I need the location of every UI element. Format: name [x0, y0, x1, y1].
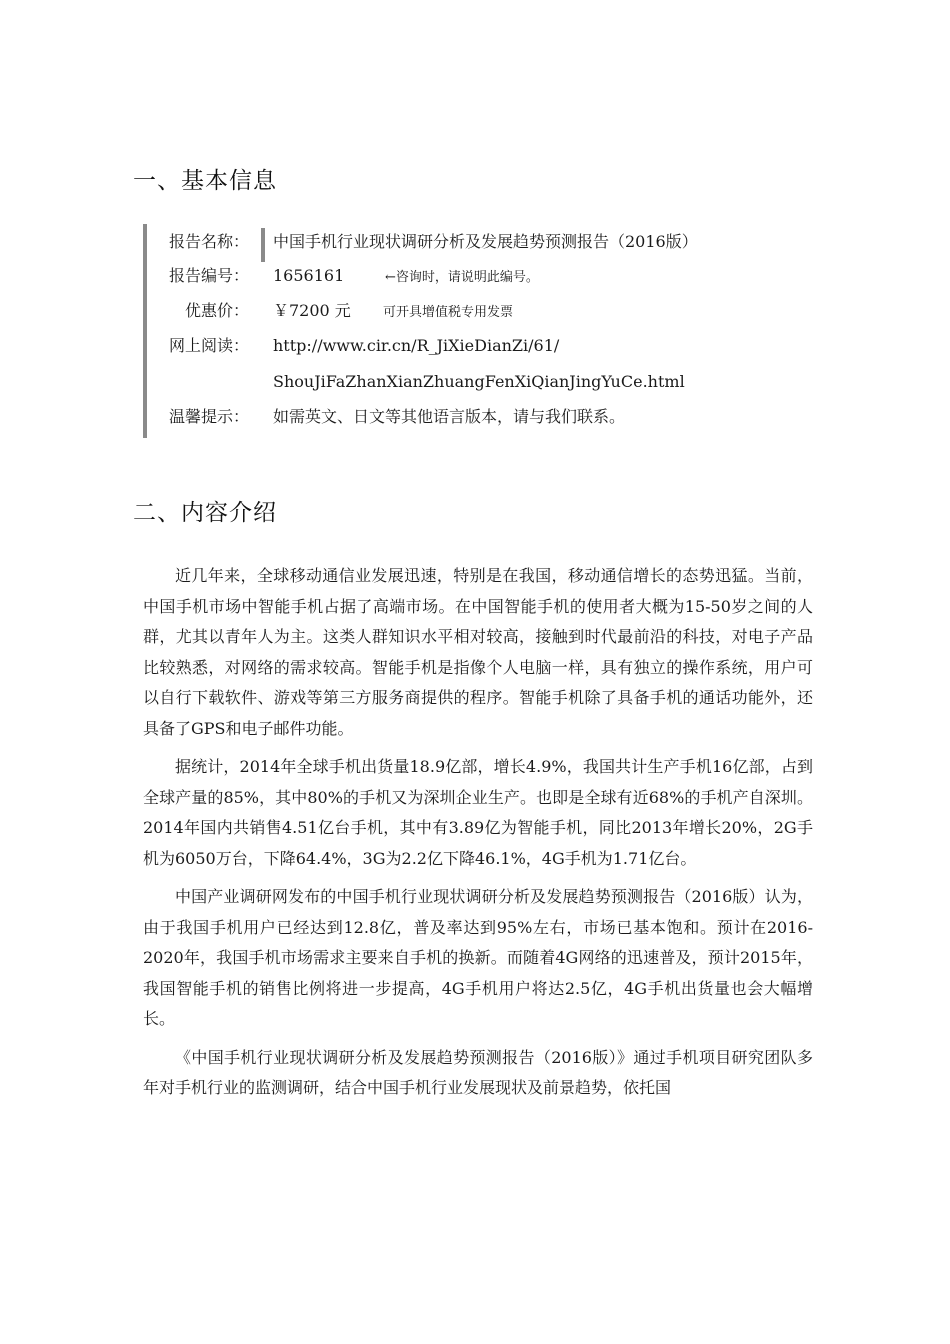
report-name-label: 报告名称：	[169, 232, 250, 251]
paragraph: 据统计，2014年全球手机出货量18.9亿部，增长4.9%，我国共计生产手机16亿部，占到全球产量的85%，其中80%的手机又为深圳企业生产。也即是全球有近68%的手机产自深圳。2014年国内共销售4.51亿台手机，其中有3.89亿为智能手机，同比2013年增长20%，2G手机为6050万台，下降64.4%，3G为2.2亿下降46.1%，4G手机为1.71亿台。	[143, 757, 813, 868]
online-reading-link-line2[interactable]: ShouJiFaZhanXianZhuangFenXiQianJingYuCe.html	[273, 372, 685, 391]
paragraph: 中国产业调研网发布的中国手机行业现状调研分析及发展趋势预测报告（2016版）认为，由于我国手机用户已经达到12.8亿，普及率达到95%左右，市场已基本饱和。预计在2016-2020年，我国手机市场需求主要来自手机的换新。而随着4G网络的迅速普及，预计2015年，我国智能手机的销售比例将进一步提高，4G手机用户将达2.5亿，4G手机出货量也会大幅增长。	[143, 887, 813, 1028]
report-number-note: ←咨询时，请说明此编号。	[385, 270, 539, 285]
report-number-value: 1656161	[273, 266, 345, 285]
online-reading-link-line1[interactable]: http://www.cir.cn/R_JiXieDianZi/61/	[273, 336, 560, 355]
report-name-value: 中国手机行业现状调研分析及发展趋势预测报告（2016版）	[273, 232, 698, 251]
price-note: 可开具增值税专用发票	[383, 305, 514, 320]
tip-label: 温馨提示：	[169, 407, 250, 426]
content-intro-body	[143, 561, 813, 1112]
tip-value: 如需英文、日文等其他语言版本，请与我们联系。	[273, 407, 626, 426]
basic-info-block	[143, 224, 827, 438]
report-name-divider	[261, 228, 265, 262]
paragraph: 近几年来，全球移动通信业发展迅速，特别是在我国，移动通信增长的态势迅猛。当前，中国手机市场中智能手机占据了高端市场。在中国智能手机的使用者大概为15-50岁之间的人群，尤其以青年人为主。这类人群知识水平相对较高，接触到时代最前沿的科技，对电子产品比较熟悉，对网络的需求较高。智能手机是指像个人电脑一样，具有独立的操作系统，用户可以自行下载软件、游戏等第三方服务商提供的程序。智能手机除了具备手机的通话功能外，还具备了GPS和电子邮件功能。	[143, 566, 813, 738]
section-title-basic-info: 一、基本信息	[133, 168, 277, 194]
online-reading-label: 网上阅读：	[169, 336, 250, 355]
section-title-content-intro: 二、内容介绍	[133, 500, 277, 526]
price-value: ￥7200 元	[273, 301, 351, 320]
paragraph: 《中国手机行业现状调研分析及发展趋势预测报告（2016版）》通过手机项目研究团队多年对手机行业的监测调研，结合中国手机行业发展现状及前景趋势，依托国	[143, 1047, 813, 1097]
report-number-label: 报告编号：	[169, 266, 250, 285]
price-label: 优惠价：	[185, 301, 250, 320]
